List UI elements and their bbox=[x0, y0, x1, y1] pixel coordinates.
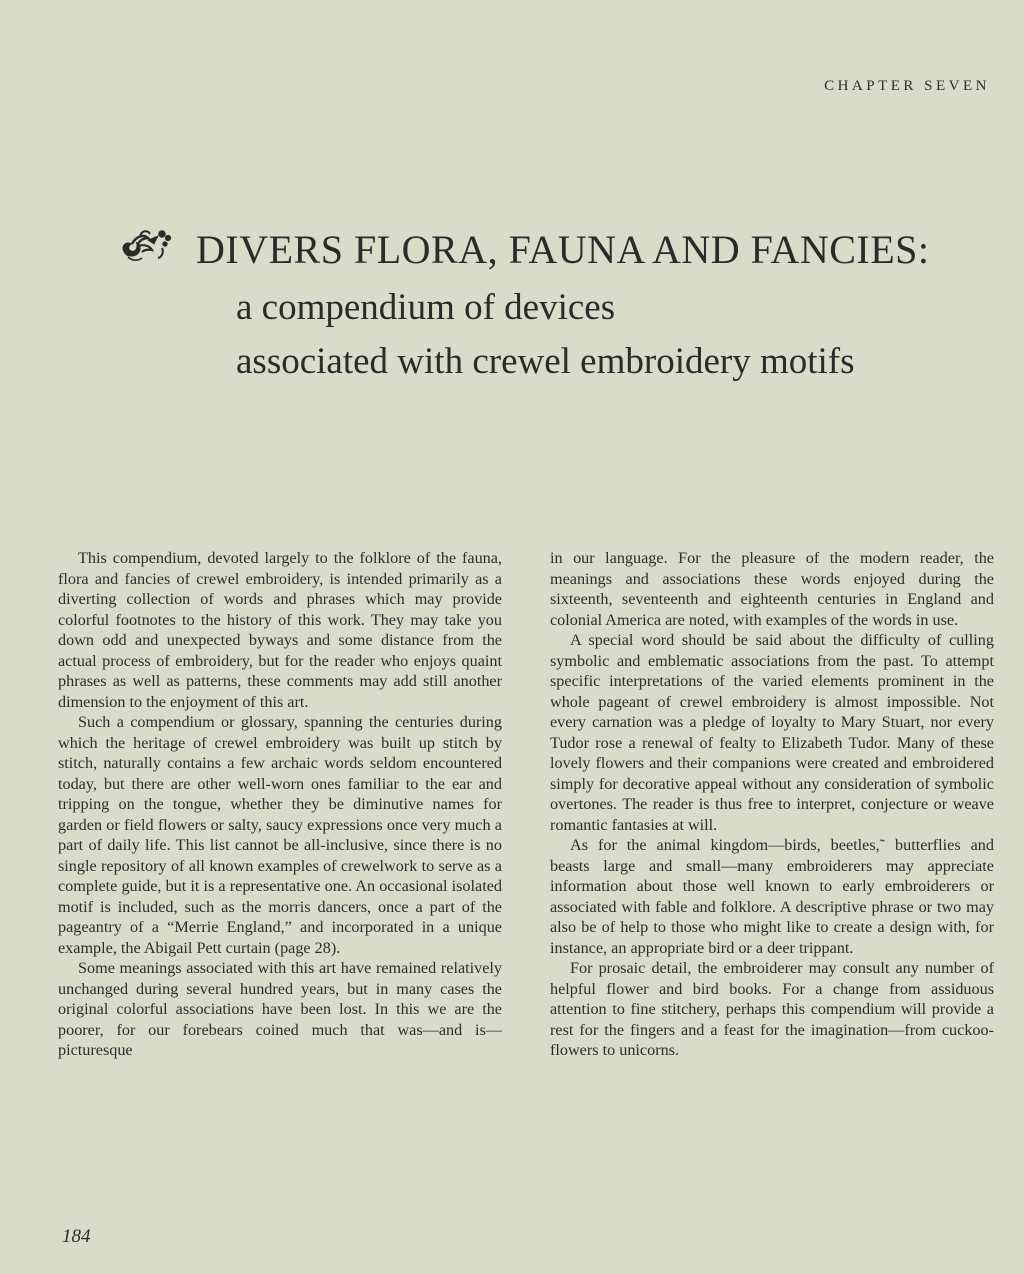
left-text-column bbox=[58, 548, 502, 1061]
chapter-subtitle-line-1: a compendium of devices bbox=[236, 287, 616, 328]
paragraph: Some meanings associated with this art have remained relatively unchanged during several hundred years, but in many cases the original colorful associations have been lost. In this we are the poorer, for our forebears coined much that was—and is—picturesque bbox=[58, 959, 502, 1059]
paragraph: As for the animal kingdom—birds, beetles,˜ butterflies and beasts large and small—many embroiderers may appreciate information about those well known to early embroiderers or associated with fable and folklore. A descriptive phrase or two may also be of help to those who might like to create a design with, for instance, an appropriate bird or a deer trippant. bbox=[550, 836, 994, 957]
chapter-subtitle-line-2: associated with crewel embroidery motifs bbox=[236, 341, 855, 382]
chapter-title: DIVERS FLORA, FAUNA AND FANCIES: bbox=[196, 227, 930, 272]
chapter-header: CHAPTER SEVEN bbox=[824, 78, 990, 94]
paragraph: in our language. For the pleasure of the modern reader, the meanings and associations these words enjoyed during the sixteenth, seventeenth and eighteenth centuries in England and colonial America are noted, with examples of the words in use. bbox=[550, 549, 994, 629]
floral-scroll-icon bbox=[118, 224, 178, 264]
paragraph: A special word should be said about the difficulty of culling symbolic and emblematic associations from the past. To attempt specific interpretations of the varied elements prominent in the whole pageant of crewel embroidery is almost impossible. Not every carnation was a pledge of loyalty to Mary Stuart, nor every Tudor rose a renewal of fealty to Elizabeth Tudor. Many of these lovely flowers and their companions were created and embroidered simply for decorative appeal without any consideration of symbolic overtones. The reader is thus free to interpret, conjecture or weave romantic fantasies at will. bbox=[550, 631, 994, 834]
paragraph: For prosaic detail, the embroiderer may consult any number of helpful flower and bird books. For a change from assiduous attention to fine stitchery, perhaps this compendium will provide a rest for the fingers and a feast for the imagination—from cuckoo-flowers to unicorns. bbox=[550, 959, 994, 1059]
right-text-column bbox=[550, 548, 994, 1061]
paragraph: Such a compendium or glossary, spanning the centuries during which the heritage of crewel embroidery was built up stitch by stitch, naturally contains a few archaic words seldom encountered today, but there are other well-worn ones familiar to the ear and tripping on the tongue, whether they be diminutive names for garden or field flowers or salty, saucy expressions once very much a part of daily life. This list cannot be all-inclusive, since there is no single repository of all known examples of crewelwork to serve as a complete guide, but it is a representative one. An occasional isolated motif is included, such as the morris dancers, once a part of the pageantry of a “Merrie England,” and incorporated in a unique example, the Abigail Pett curtain (page 28). bbox=[58, 713, 502, 957]
paragraph: This compendium, devoted largely to the folklore of the fauna, flora and fancies of crewel embroidery, is intended primarily as a diverting collection of words and phrases which may provide colorful footnotes to the history of this work. They may take you down odd and unexpected byways and some distance from the actual process of embroidery, but for the reader who enjoys quaint phrases as well as patterns, these comments may add still another dimension to the enjoyment of this art. bbox=[58, 549, 502, 711]
page-number: 184 bbox=[62, 1226, 91, 1247]
